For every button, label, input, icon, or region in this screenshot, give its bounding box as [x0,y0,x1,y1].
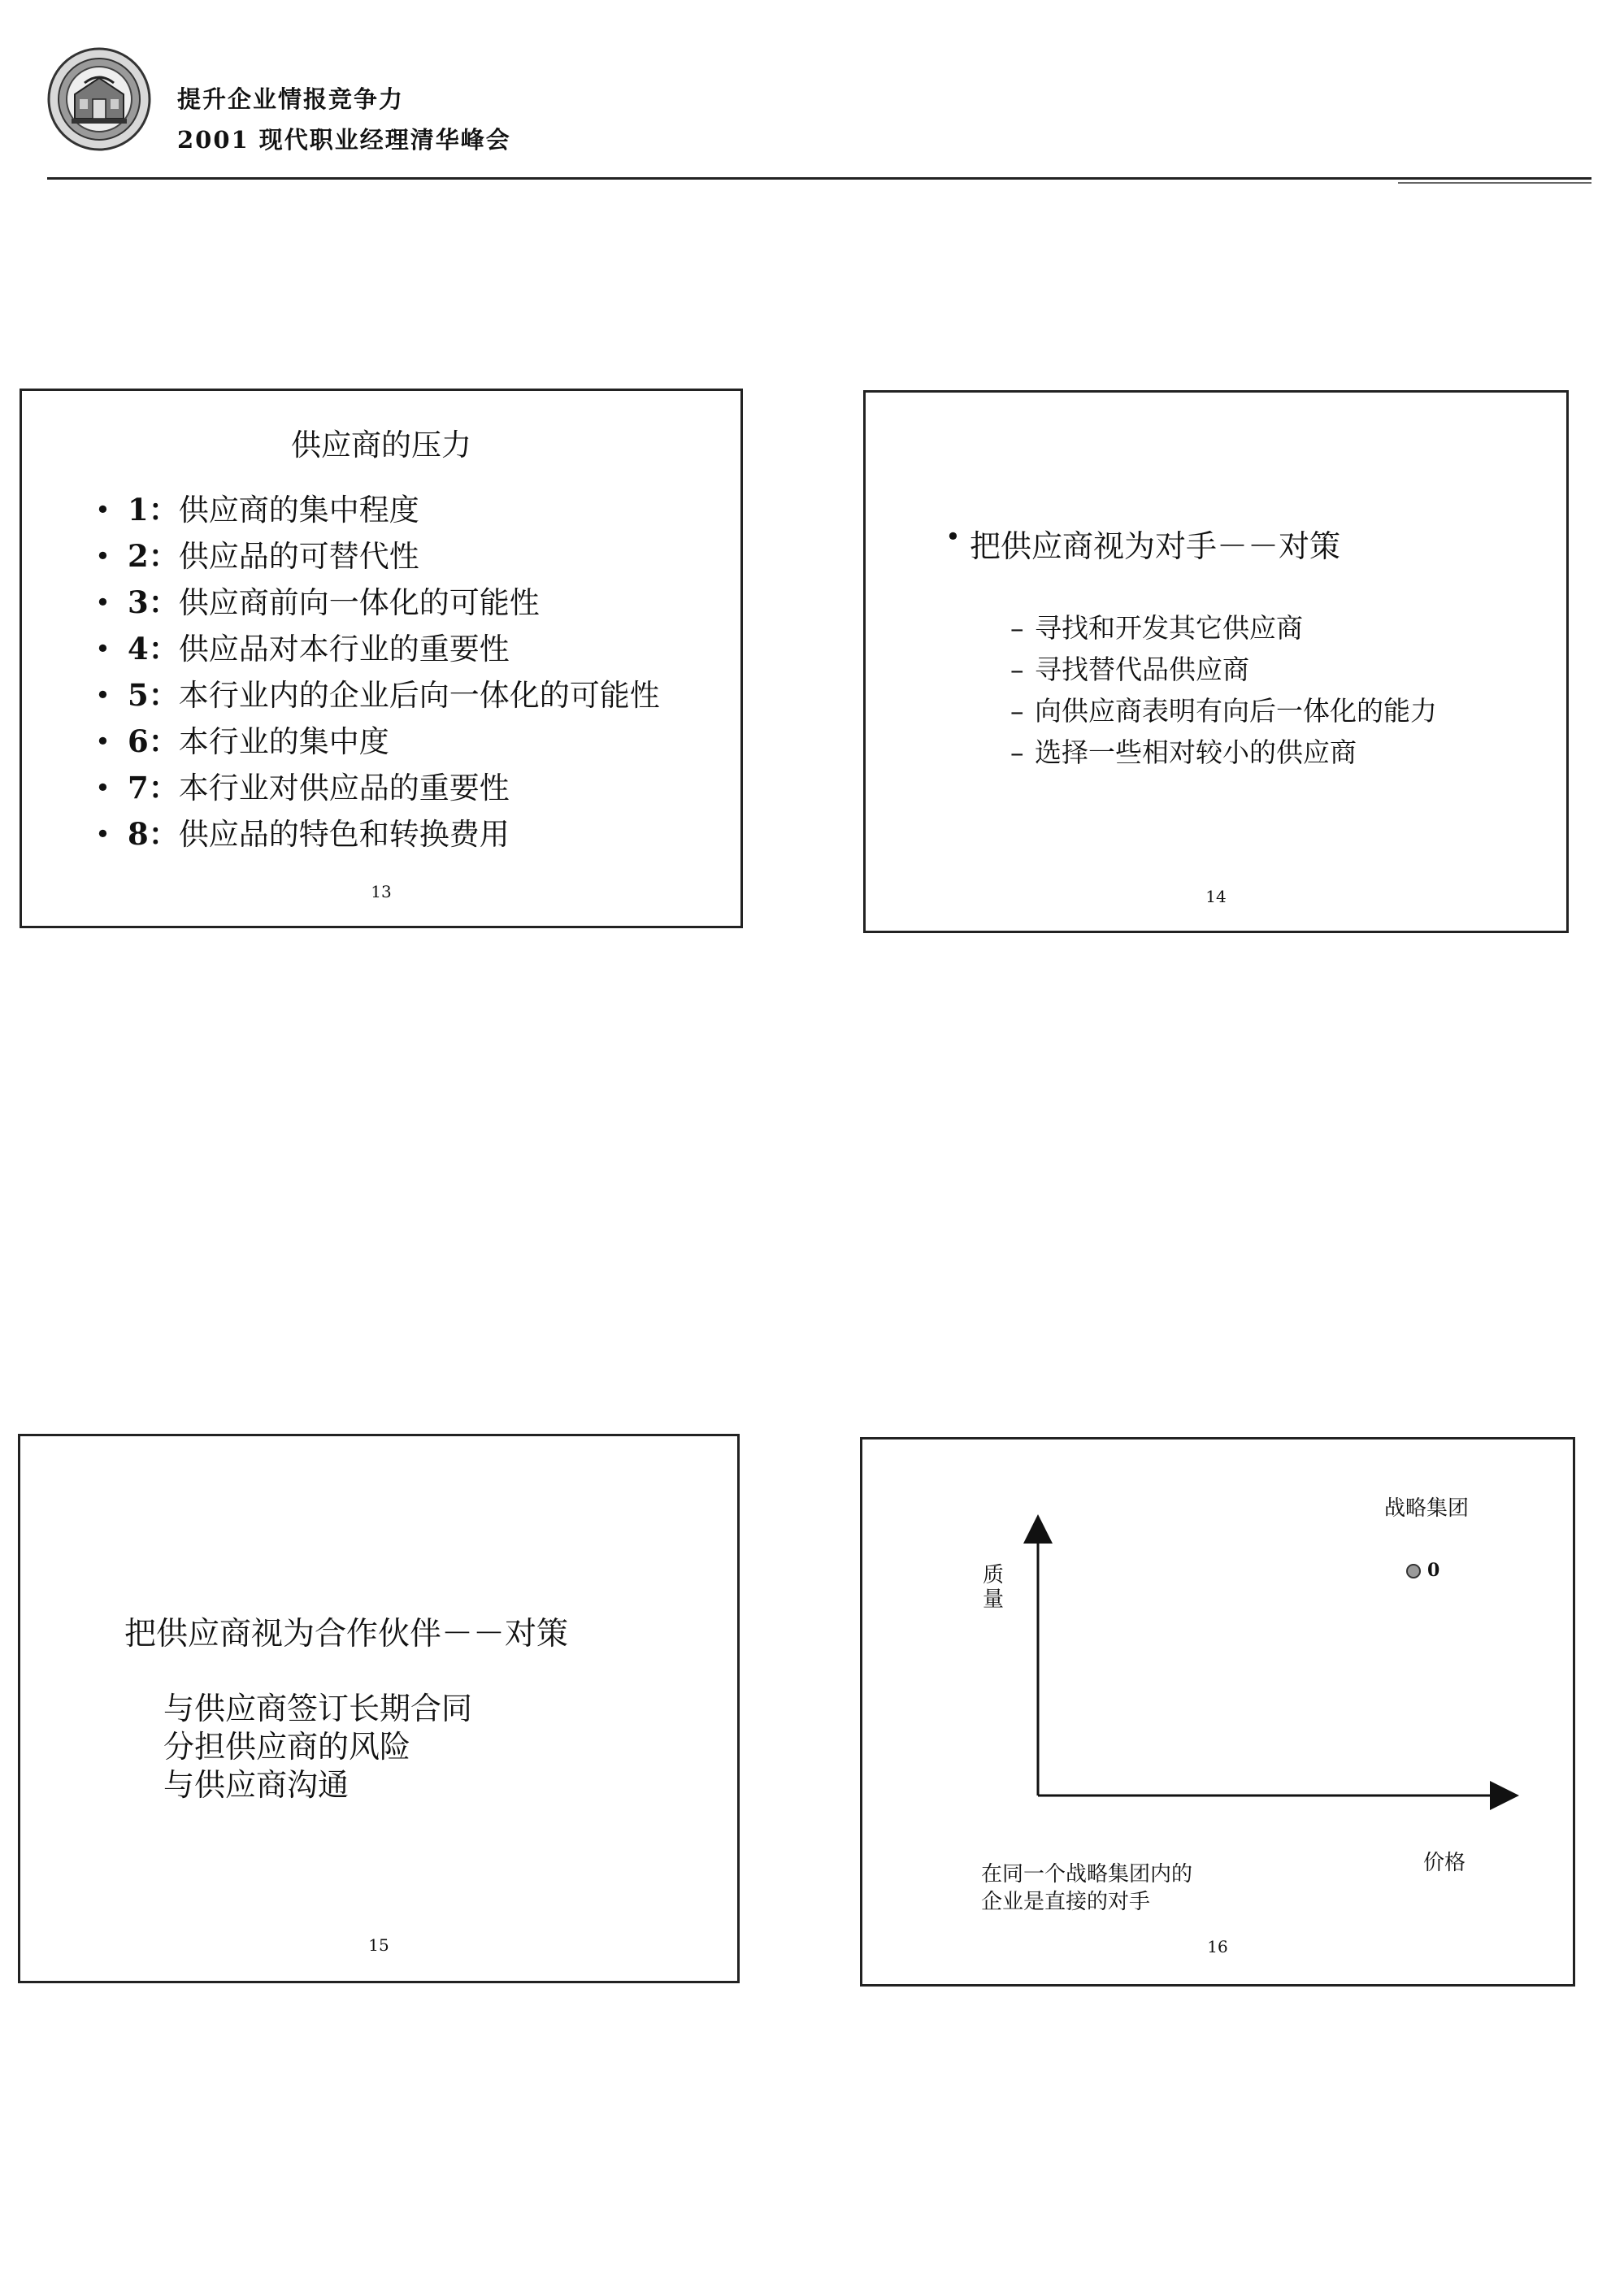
item-number: 2： [128,538,179,574]
item-text: 供应商前向一体化的可能性 [178,585,540,620]
slide-14 [863,390,1569,933]
caption-line2: 企业是直接的对手 [981,1890,1151,1914]
list-item [95,580,660,626]
item-text: 供应品对本行业的重要性 [178,632,510,667]
page-header [0,0,1624,195]
item-number: 6： [128,723,179,759]
item-text: 本行业对供应品的重要性 [178,771,510,805]
bullet-icon: • [95,680,111,710]
list-item [1010,649,1437,690]
item-text: 供应商的集中程度 [178,493,419,528]
item-text: 寻找替代品供应商 [1035,654,1249,685]
strategic-group-label: 战略集团 [1384,1496,1470,1521]
item-text: 供应品的特色和转换费用 [178,817,510,852]
y-axis-label-line2: 量 [983,1587,1005,1612]
item-number: 4： [128,631,179,667]
dash-icon: – [1010,654,1024,685]
slide-main-point [945,521,1341,566]
partner-strategy-list [163,1690,472,1804]
item-number: 8： [128,816,179,852]
list-item: 与供应商签订长期合同 [163,1691,473,1726]
bullet-icon: • [95,633,111,664]
point-label: 0 [1427,1560,1440,1581]
list-item [95,719,660,765]
item-text: 寻找和开发其它供应商 [1035,612,1303,644]
item-text: 向供应商表明有向后一体化的能力 [1035,695,1437,727]
item-number: 1： [128,492,179,528]
slide-page-number: 16 [1207,1937,1228,1956]
countermeasure-list [1010,607,1437,773]
item-number: 5： [128,677,179,713]
item-text: 本行业内的企业后向一体化的可能性 [178,678,660,713]
list-item [95,765,660,811]
bullet-icon: • [95,772,111,803]
list-item [95,487,660,533]
dash-icon: – [1010,695,1024,727]
group-point-icon [1407,1565,1420,1578]
slide-15 [18,1434,740,1983]
item-text: 供应品的可替代性 [178,539,419,574]
bullet-icon: • [945,521,961,552]
slide-page-number: 13 [371,882,392,901]
list-item [95,672,660,719]
list-item [1010,690,1437,732]
bullet-icon: • [95,726,111,757]
bullet-icon: • [95,587,111,618]
supplier-pressure-list [95,487,660,858]
list-item: 分担供应商的风险 [163,1729,411,1765]
slide-title: 把供应商视为合作伙伴－－对策 [124,1616,569,1652]
list-item [95,811,660,858]
item-text: 本行业的集中度 [178,724,389,759]
dash-icon: – [1010,736,1024,768]
list-item: 与供应商沟通 [163,1767,350,1803]
header-divider [47,177,1591,180]
x-axis-label: 价格 [1423,1851,1466,1875]
slide-page-number: 14 [1205,887,1227,906]
list-item [95,626,660,672]
list-item [1010,732,1437,773]
item-text: 选择一些相对较小的供应商 [1035,736,1357,768]
item-number: 3： [128,584,179,620]
slide-16 [860,1437,1575,1987]
bullet-icon: • [95,541,111,571]
main-point-text: 把供应商视为对手－－对策 [970,528,1341,564]
header-title: 提升企业情报竞争力 [177,85,405,113]
slide-page-number: 15 [368,1935,389,1955]
university-seal-logo [47,47,151,151]
slide-13 [20,389,743,928]
list-item [95,533,660,580]
y-axis-label-line1: 质 [983,1563,1005,1587]
header-divider-secondary [1398,182,1591,184]
bullet-icon: • [95,819,111,849]
caption-line1: 在同一个战略集团内的 [981,1862,1193,1887]
slide-title: 供应商的压力 [291,428,471,462]
item-number: 7： [128,770,179,805]
header-subtitle: 2001 现代职业经理清华峰会 [177,126,511,154]
bullet-icon: • [95,494,111,525]
list-item [1010,607,1437,649]
dash-icon: – [1010,612,1024,644]
